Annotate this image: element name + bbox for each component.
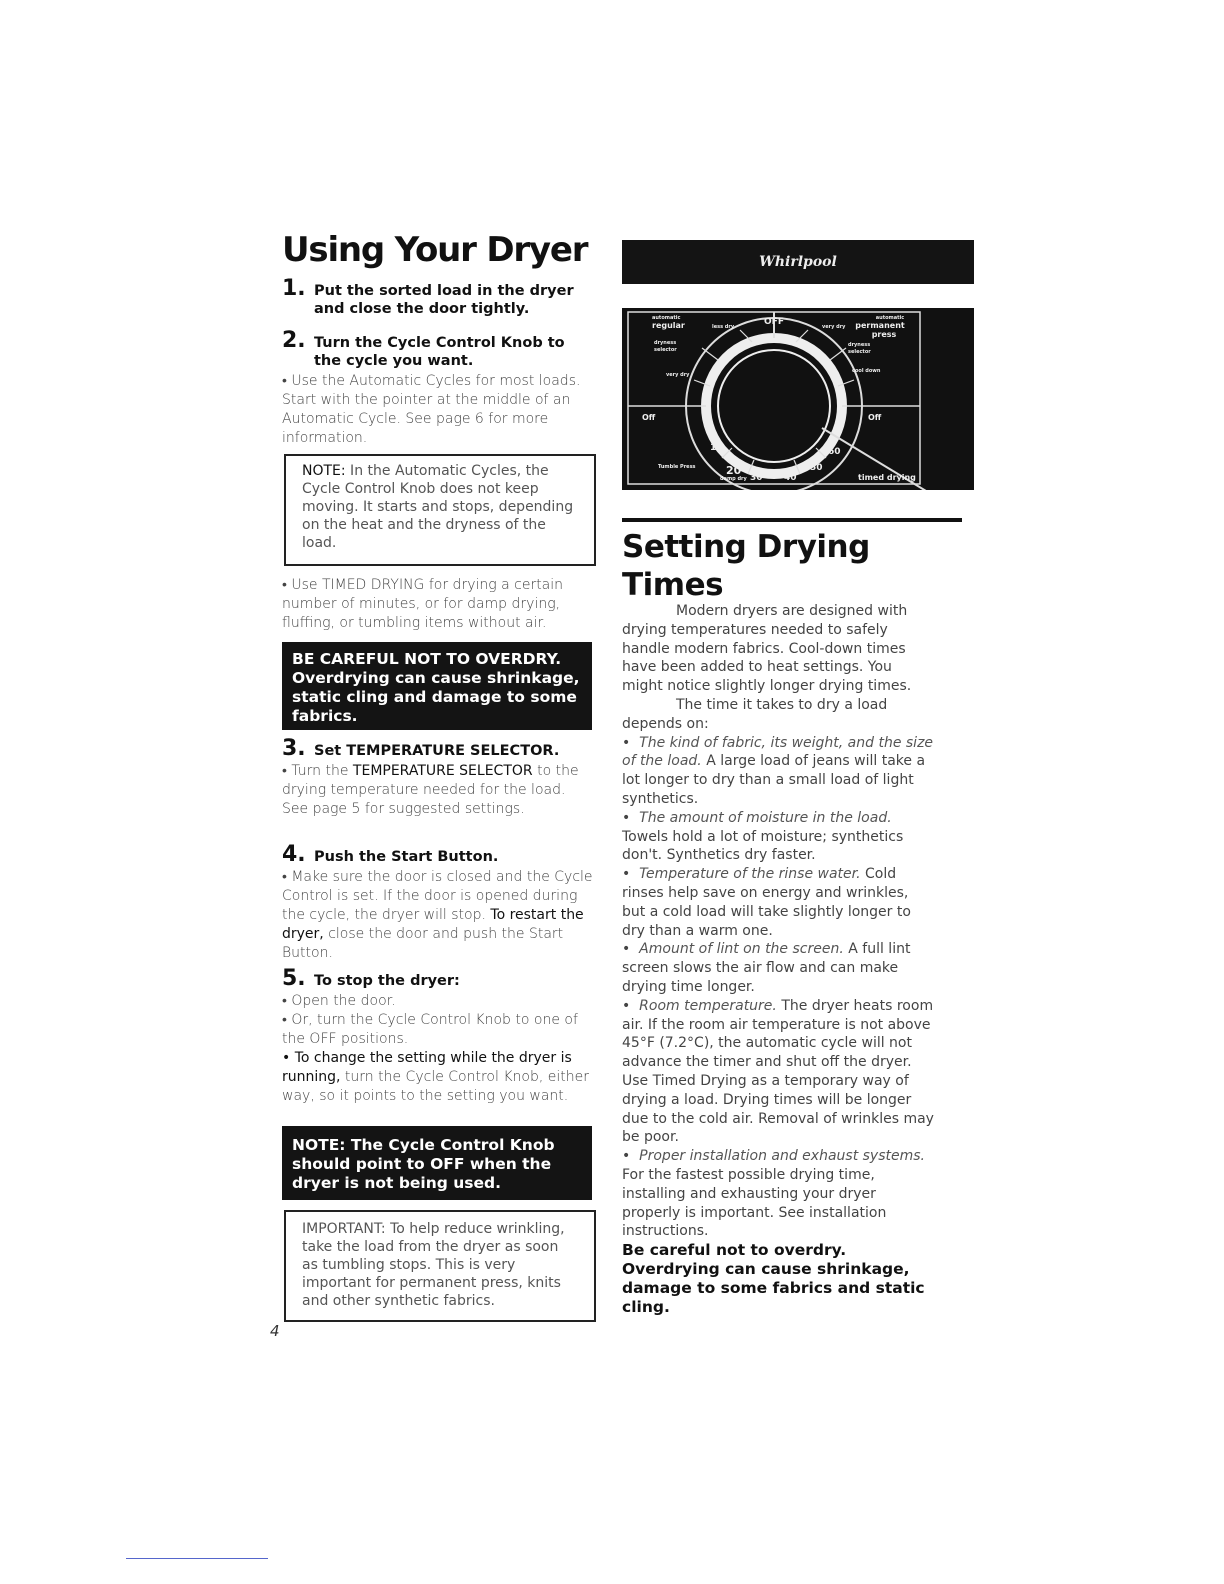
step-4 (282, 842, 594, 963)
step-3-bullet: • Turn the TEMPERATURE SELECTOR to the drying temperature needed for the load. See page 5 for suggested settings. (282, 763, 579, 817)
dial-tick-60: 60 (828, 447, 841, 457)
dial-dryness-left: dryness (654, 340, 677, 346)
drying-times-text (622, 602, 936, 1317)
control-panel-illustration (622, 308, 974, 490)
step-5-bullet-off: • Or, turn the Cycle Control Knob to one of the OFF positions. (282, 1012, 578, 1047)
factor-fabric: • The kind of fabric, its weight, and the size of the load. A large load of jeans will take a lot longer to dry than a small load of light synthetics. (622, 734, 934, 807)
step-4-bullet: • Make sure the door is closed and the Cycle Control is set. If the door is opened during the cycle, the dryer will stop. To restart the dryer, close the door and push the Start Button. (282, 869, 593, 961)
dial-selector-right: selector (848, 349, 871, 355)
overdry-warning: Be careful not to overdry. Overdrying can cause shrinkage, damage to some fabrics and static cling. (622, 1241, 925, 1317)
step-heading: Set TEMPERATURE SELECTOR. (314, 743, 560, 759)
whirlpool-logo: Whirlpool (759, 254, 837, 270)
dial-less-dry: less dry (712, 324, 735, 330)
dial-damp-dry: damp dry (720, 476, 747, 482)
factor-moisture: • The amount of moisture in the load. Towels hold a lot of moisture; synthetics don't. Synthetics dry faster. (622, 809, 904, 864)
note-text: In the Automatic Cycles, the Cycle Control Knob does not keep moving. It starts and stops, depending on the heat and the dryness of the load. (302, 463, 574, 551)
dial-press: press (871, 330, 897, 339)
page-number: 4 (270, 1322, 280, 1340)
factor-rinse-water: • Temperature of the rinse water. Cold rinses help save on energy and wrinkles, but a cold load will take slightly longer to dry than a warm one. (622, 866, 911, 939)
intro-paragraph: Modern dryers are designed with drying temperatures needed to safely handle modern fabrics. Cool-down times have been added to heat settings. You might notice slightly longer drying times. (622, 603, 912, 695)
dial-auto-label: automatic (652, 315, 681, 321)
step-number: 4. (282, 842, 306, 867)
dial-dryness-right: dryness (848, 342, 871, 348)
step-2 (282, 328, 594, 448)
factor-installation: • Proper installation and exhaust systems. For the fastest possible drying time, installing and exhausting your dryer properly is important. See installation instructions. (622, 1148, 925, 1240)
step-heading: To stop the dryer: (314, 973, 460, 989)
cycle-dial-diagram (622, 308, 974, 490)
knob-off-note-box: NOTE: The Cycle Control Knob should point to OFF when the dryer is not being used. (282, 1126, 592, 1200)
dial-very-dry-left: very dry (666, 372, 690, 378)
step-number: 5. (282, 966, 306, 991)
step-5-bullet-change: • To change the setting while the dryer is running, turn the Cycle Control Knob, either way, so it points to the setting you want. (282, 1050, 589, 1104)
footer-rule (126, 1558, 268, 1559)
step-number: 2. (282, 328, 306, 353)
dial-auto-label-right: automatic (875, 315, 905, 321)
dial-off-top: OFF (764, 317, 784, 327)
step-number: 1. (282, 276, 306, 301)
note-label: NOTE: (302, 463, 346, 479)
factor-room-temperature: • Room temperature. The dryer heats room air. If the room air temperature is not above 45°F (7.2°C), the automatic cycle will not advance the timer and shut off the dryer. Use Timed Drying as a temporary way of drying a load. Drying times will be longer due to the cold air. Removal of wrinkles may be poor. (622, 997, 934, 1146)
section-title: Setting Drying Times (622, 529, 870, 603)
step-number: 3. (282, 736, 306, 761)
dial-selector-left: selector (654, 347, 677, 353)
overdry-warning-box: BE CAREFUL NOT TO OVERDRY. Overdrying can cause shrinkage, static cling and damage to some fabrics. (282, 642, 592, 730)
step-5 (282, 966, 594, 1106)
dial-permanent: permanent (855, 321, 905, 330)
dial-tick-30: 30 (750, 473, 763, 483)
dial-tick-10: 10 (710, 443, 723, 453)
important-box: IMPORTANT: To help reduce wrinkling, take the load from the dryer as soon as tumbling stops. This is very important for permanent press, knits and other synthetic fabrics. (284, 1210, 596, 1322)
timed-drying-bullet: • Use TIMED DRYING for drying a certain number of minutes, or for damp drying, fluffing, or tumbling items without air. (282, 577, 564, 631)
dial-tick-40: 40 (784, 473, 797, 483)
dial-tick-50: 50 (810, 463, 823, 473)
dial-tumble-press: Tumble Press (658, 464, 696, 470)
page-title: Using Your Dryer (282, 230, 588, 270)
dial-timed-drying: timed drying (858, 473, 916, 482)
factor-lint: • Amount of lint on the screen. A full lint screen slows the air flow and can make drying time longer. (622, 941, 911, 995)
step-heading: Push the Start Button. (314, 849, 499, 865)
step-3 (282, 736, 594, 819)
dial-tick-20: 20 (726, 464, 742, 477)
note-automatic-cycles (284, 454, 596, 566)
dial-off-right: Off (868, 413, 882, 422)
brand-bar (622, 240, 974, 284)
depends-paragraph: The time it takes to dry a load depends on: (622, 696, 888, 732)
step-heading: Put the sorted load in the dryer and close the door tightly. (314, 283, 574, 317)
step-heading: Turn the Cycle Control Knob to the cycle you want. (314, 335, 565, 369)
step-1 (282, 276, 594, 318)
dial-regular: regular (652, 321, 685, 330)
dial-cool-down: cool down (852, 368, 881, 374)
step-2-bullet: • Use the Automatic Cycles for most loads. Start with the pointer at the middle of an Automatic Cycle. See page 6 for more information. (282, 373, 581, 446)
step-5-bullet-open: • Open the door. (282, 993, 396, 1009)
dial-off-left: Off (642, 413, 656, 422)
dial-very-dry-top: very dry (822, 324, 846, 330)
section-rule (622, 518, 962, 522)
